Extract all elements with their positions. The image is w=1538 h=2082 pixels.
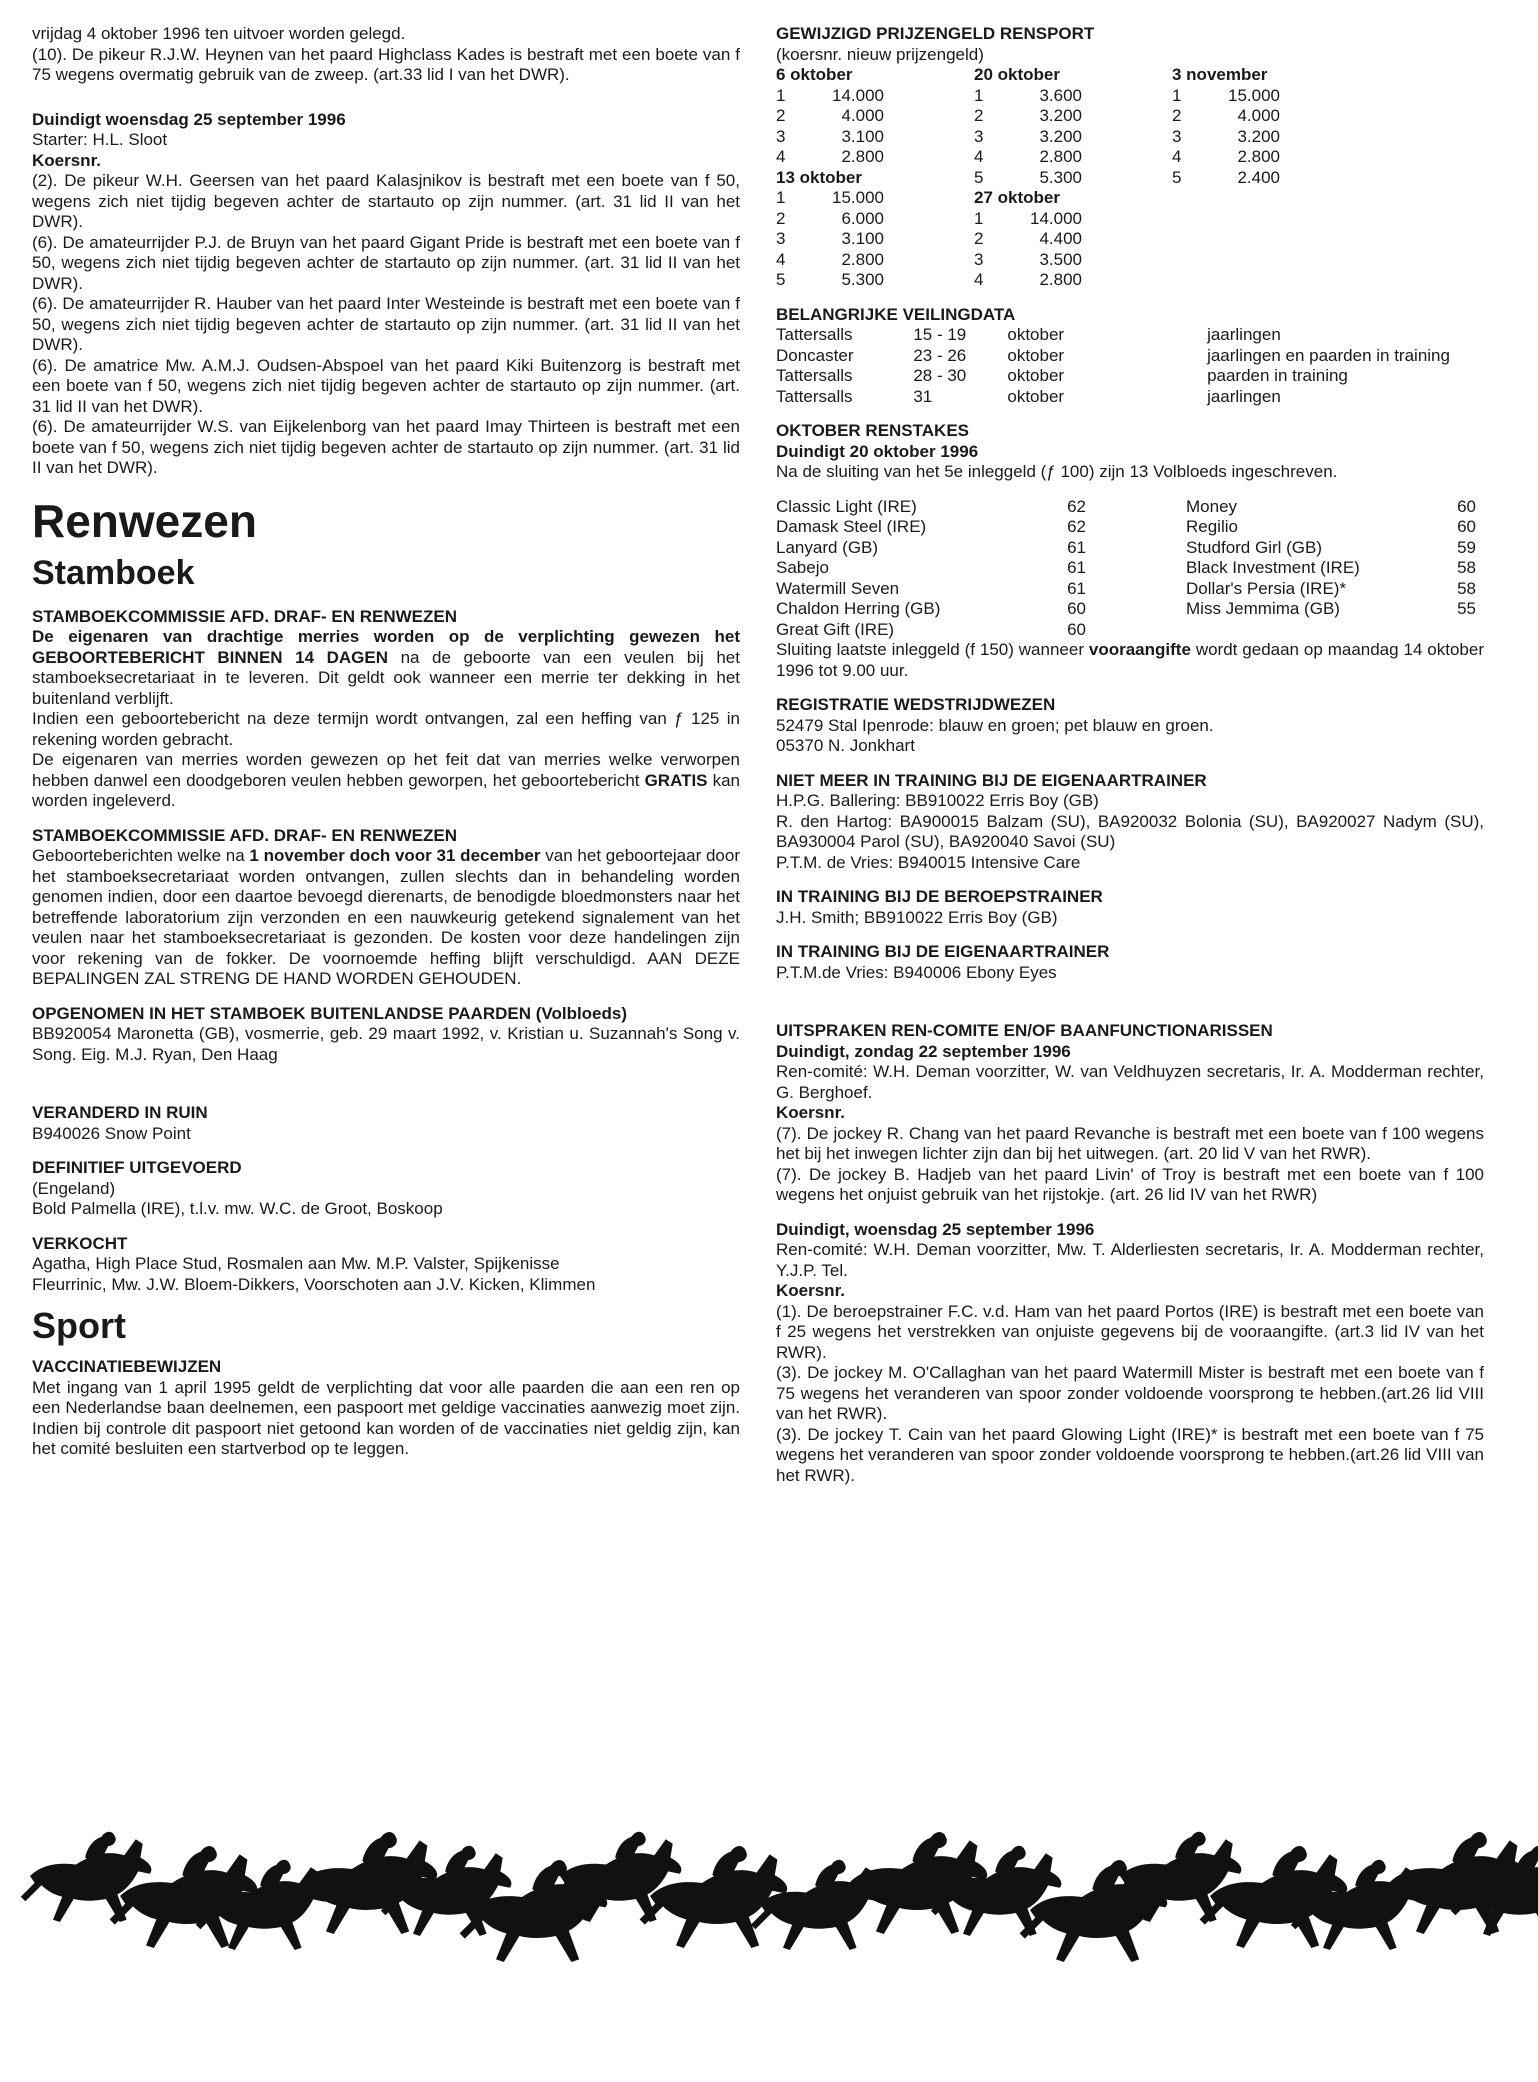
left-column: [32, 24, 740, 1460]
prize-date-heading: 20 oktober: [974, 65, 1060, 84]
prize-amount: 14.000: [832, 85, 884, 105]
paragraph: BB920054 Maronetta (GB), vosmerrie, geb. 29 maart 1992, v. Kristian u. Suzannah's Song v. Song. Eig. M.J. Ryan, Den Haag: [32, 1024, 740, 1064]
prize-race-number: [1172, 229, 1200, 250]
prize-row: [776, 168, 1370, 189]
subheading: Duindigt, woensdag 25 september 1996: [776, 1219, 1095, 1239]
horse-name: Great Gift (IRE): [776, 619, 895, 639]
prize-race-number: 5: [1172, 167, 1182, 187]
prize-amount: 6.000: [841, 208, 884, 228]
auction-house: Doncaster: [776, 345, 854, 365]
prize-race-number: [1172, 188, 1200, 209]
koersnr-label: Koersnr.: [776, 1103, 845, 1122]
stakes-row: [776, 497, 1476, 518]
penalty-item: (6). De amateurrijder W.S. van Eijkelenborg van het paard Imay Thirteen is bestraft met een boete van f 50, wegens zich niet tijdig begeven achter de startauto op zijn nummer. (art. 31 lid II van het DWR).: [32, 417, 740, 477]
section-heading: GEWIJZIGD PRIJZENGELD RENSPORT: [776, 24, 1095, 43]
penalty-item: (3). De jockey M. O'Callaghan van het paard Watermill Mister is bestraft met een boete van f 75 wegens het veranderen van spoor zonder voldoende voorsprong te hebben.(art.26 lid VIII van het RWR).: [776, 1363, 1484, 1423]
auction-month: oktober: [1007, 366, 1065, 385]
bold-word: vooraangifte: [1088, 640, 1191, 659]
penalty-item: (1). De beroepstrainer F.C. v.d. Ham van het paard Portos (IRE) is bestraft met een boete van f 25 wegens het verstrekken van onjuiste gegevens bij de vooraangifte. (art.3 lid IV van het RWR).: [776, 1301, 1484, 1362]
prize-amount: [1200, 270, 1370, 291]
intro-item: (10). De pikeur R.J.W. Heynen van het paard Highclass Kades is bestraft met een boete van f 75 wegens overmatig gebruik van de zweep. (art.33 lid I van het DWR).: [32, 44, 740, 84]
prize-race-number: 1: [776, 188, 786, 207]
stakes-row: [776, 599, 1476, 620]
penalty-item: (7). De jockey R. Chang van het paard Revanche is bestraft met een boete van f 100 wegens het bij het inwegen lichter zijn dan bij het uitwegen. (art. 20 lid V van het RWR).: [776, 1123, 1484, 1163]
paragraph-text: Sluiting laatste inleggeld (f 150) wanneer: [776, 640, 1089, 659]
prize-race-number: 2: [776, 106, 786, 125]
horse-weight: 60: [1457, 496, 1476, 516]
stakes-row: [776, 620, 1476, 641]
section-heading: STAMBOEKCOMMISSIE AFD. DRAF- EN RENWEZEN: [32, 825, 457, 845]
auction-row: [776, 346, 1484, 367]
penalty-item: (3). De jockey T. Cain van het paard Glowing Light (IRE)* is bestraft met een boete van f 75 wegens het veranderen van spoor zonder voldoende voorsprong te hebben.(art.26 lid VIII van het RWR).: [776, 1424, 1484, 1485]
prize-race-number: 1: [1172, 85, 1182, 105]
prize-race-number: 4: [776, 249, 786, 269]
intro-line: vrijdag 4 oktober 1996 ten uitvoer worden gelegd.: [32, 24, 406, 43]
subheading: Duindigt 20 oktober 1996: [776, 441, 979, 461]
penalty-item: (7). De jockey B. Hadjeb van het paard Livin' of Troy is bestraft met een boete van f 100 wegens het onjuist gebruik van het rijstokje. (art. 26 lid IV van het RWR): [776, 1164, 1484, 1204]
bold-dates: 1 november doch voor 31 december: [249, 846, 541, 865]
paragraph: Ren-comité: W.H. Deman voorzitter, Mw. T. Alderliesten secretaris, Ir. A. Modderman rechter, Y.J.P. Tel.: [776, 1240, 1484, 1280]
penalty-item: (6). De amateurrijder R. Hauber van het paard Inter Westeinde is bestraft met een boete van f 50, wegens zich niet tijdig begeven achter de startauto op zijn nummer. (art. 31 lid II van het DWR).: [32, 294, 740, 354]
prize-amount: 3.600: [1039, 85, 1082, 105]
starter-line: Starter: H.L. Sloot: [32, 130, 168, 149]
horse-name: Classic Light (IRE): [776, 496, 917, 516]
prize-row: [776, 209, 1370, 230]
prize-amount: 2.400: [1237, 167, 1280, 187]
paragraph: [32, 846, 740, 990]
prize-row: [776, 270, 1370, 291]
auction-house: Tattersalls: [776, 386, 853, 406]
paragraph-text: Geboorteberichten welke na: [32, 846, 250, 865]
prize-race-number: [1172, 250, 1200, 271]
prize-amount: 4.000: [841, 106, 884, 125]
section-heading: VERKOCHT: [32, 1233, 128, 1253]
horse-name: Watermill Seven: [776, 578, 900, 598]
prize-race-number: 1: [776, 85, 786, 105]
section-heading: NIET MEER IN TRAINING BIJ DE EIGENAARTRAINER: [776, 770, 1207, 790]
paragraph: Bold Palmella (IRE), t.l.v. mw. W.C. de Groot, Boskoop: [32, 1199, 443, 1218]
auction-type: jaarlingen: [1207, 386, 1281, 406]
prize-race-number: 2: [974, 229, 984, 248]
prize-race-number: [1172, 270, 1200, 291]
paragraph: B940026 Snow Point: [32, 1123, 191, 1143]
horse-weight: 55: [1457, 599, 1476, 618]
horse-icon: [21, 1832, 152, 1922]
prize-race-number: 3: [974, 249, 984, 269]
paragraph: H.P.G. Ballering: BB910022 Erris Boy (GB): [776, 791, 1099, 810]
paragraph: 05370 N. Jonkhart: [776, 736, 915, 755]
penalty-item: (6). De amateurrijder P.J. de Bruyn van het paard Gigant Pride is bestraft met een boete van f 50, wegens zich niet tijdig begeven achter de startauto op zijn nummer. (art. 31 lid II van het DWR).: [32, 232, 740, 293]
galloping-horses-frieze-icon: [0, 1720, 1538, 1970]
paragraph-text: wordt gedaan op maandag 14 oktober 1996 tot 9.00 uur.: [776, 640, 1484, 680]
prize-race-number: 4: [1172, 147, 1182, 166]
prize-amount: 5.300: [841, 270, 884, 289]
section-heading: REGISTRATIE WEDSTRIJDWEZEN: [776, 695, 1056, 714]
paragraph: 52479 Stal Ipenrode: blauw en groen; pet blauw en groen.: [776, 715, 1214, 735]
prize-race-number: 2: [1172, 106, 1182, 125]
section-heading: VERANDERD IN RUIN: [32, 1103, 208, 1122]
horse-weight: 60: [1067, 599, 1086, 618]
prize-race-number: 4: [974, 270, 984, 289]
paragraph: Indien een geboortebericht na deze termijn wordt ontvangen, zal een heffing van ƒ 125 in rekening worden gebracht.: [32, 709, 740, 749]
prize-amount: 4.000: [1237, 106, 1280, 125]
prize-amount: 15.000: [1228, 85, 1280, 105]
stamboek-heading: Stamboek: [32, 553, 195, 592]
auction-month: oktober: [1007, 325, 1065, 344]
paragraph: P.T.M. de Vries: B940015 Intensive Care: [776, 852, 1081, 872]
bold-word: GRATIS: [644, 770, 708, 790]
prize-row: [776, 147, 1370, 168]
penalty-item: (6). De amatrice Mw. A.M.J. Oudsen-Abspoel van het paard Kiki Buitenzorg is bestraft met een boete van f 50, wegens zich niet tijdig begeven achter de startauto op zijn nummer. (art. 31 lid II van het DWR).: [32, 355, 740, 416]
paragraph: (Engeland): [32, 1178, 116, 1198]
prize-amount: 2.800: [1039, 147, 1082, 166]
horse-name: Miss Jemmima (GB): [1186, 599, 1340, 618]
prize-amount: 3.500: [1039, 249, 1082, 269]
paragraph: J.H. Smith; BB910022 Erris Boy (GB): [776, 907, 1058, 927]
auction-house: Tattersalls: [776, 366, 853, 385]
prize-amount: 2.800: [841, 147, 884, 166]
paragraph: Fleurrinic, Mw. J.W. Bloem-Dikkers, Voorschoten aan J.V. Kicken, Klimmen: [32, 1274, 596, 1294]
horse-weight: 62: [1067, 496, 1086, 516]
prize-amount: 2.800: [1237, 147, 1280, 166]
horse-weight: 58: [1457, 558, 1476, 577]
prize-race-number: [1172, 209, 1200, 230]
paragraph-text: na de geboorte van een veulen bij het stamboeksecretariaat in te leveren. Dit geldt ook wanneer een merrie ter dekking in het buitenland verblijft.: [32, 647, 740, 708]
prize-amount: [1200, 188, 1370, 209]
horse-name: Dollar's Persia (IRE)*: [1186, 578, 1347, 598]
right-column: [776, 24, 1484, 1486]
prize-race-number: 2: [776, 208, 786, 228]
renwezen-heading: Renwezen: [32, 494, 257, 547]
prize-amount: 3.200: [1237, 126, 1280, 146]
auction-month: oktober: [1007, 345, 1065, 365]
paragraph-text: kan worden ingeleverd.: [32, 770, 740, 810]
section-heading: UITSPRAKEN REN-COMITE EN/OF BAANFUNCTIONARISSEN: [776, 1021, 1273, 1040]
prize-row: [776, 106, 1370, 127]
section-heading: OPGENOMEN IN HET STAMBOEK BUITENLANDSE PAARDEN (Volbloeds): [32, 1003, 628, 1023]
paragraph: R. den Hartog: BA900015 Balzam (SU), BA920032 Bolonia (SU), BA920027 Nadym (SU), BA930004 Parol (SU), BA920040 Savoi (SU): [776, 811, 1484, 851]
section-heading: VACCINATIEBEWIJZEN: [32, 1357, 222, 1376]
prize-amount: 14.000: [1030, 208, 1082, 228]
prize-row: [776, 229, 1370, 250]
koersnr-label: Koersnr.: [776, 1281, 845, 1300]
prize-amount: 4.400: [1039, 229, 1082, 248]
paragraph: Met ingang van 1 april 1995 geldt de verplichting dat voor alle paarden die aan een ren op een Nederlandse baan deelnemen, een paspoort met geldige vaccinaties aanwezig moet zijn. Indien bij controle dit paspoort niet getoond kan worden of de vaccinaties niet geldig zijn, kan het comité besluiten een startverbod op te leggen.: [32, 1377, 740, 1458]
section-heading: STAMBOEKCOMMISSIE AFD. DRAF- EN RENWEZEN: [32, 606, 457, 626]
prize-row: [776, 127, 1370, 148]
prize-race-number: 3: [776, 229, 786, 248]
stakes-row: [776, 517, 1476, 538]
sport-heading: Sport: [32, 1305, 126, 1346]
paragraph: [776, 640, 1484, 681]
prize-date-heading: 3 november: [1172, 65, 1268, 84]
prize-amount: 2.800: [1039, 270, 1082, 289]
paragraph: [32, 627, 740, 709]
auction-dates: 23 - 26: [913, 345, 967, 365]
paragraph: [32, 750, 740, 812]
prize-race-number: 4: [776, 147, 786, 166]
horse-name: Regilio: [1186, 517, 1238, 536]
auction-house: Tattersalls: [776, 325, 853, 344]
auction-dates: 31: [913, 386, 933, 406]
prize-race-number: 5: [974, 167, 984, 187]
stakes-table: [776, 497, 1476, 641]
subheading: (koersnr. nieuw prijzengeld): [776, 44, 984, 64]
section-heading: IN TRAINING BIJ DE BEROEPSTRAINER: [776, 887, 1103, 906]
section-heading: OKTOBER RENSTAKES: [776, 421, 970, 440]
prize-race-number: 4: [974, 147, 984, 166]
horse-name: Money: [1186, 496, 1238, 516]
horse-weight: 58: [1457, 578, 1476, 598]
subheading: Duindigt, zondag 22 september 1996: [776, 1041, 1071, 1061]
prize-amount: 5.300: [1039, 167, 1082, 187]
auction-row: [776, 325, 1484, 346]
prize-race-number: 3: [776, 126, 786, 146]
prize-date-heading: 27 oktober: [974, 188, 1060, 207]
auction-month: oktober: [1007, 386, 1065, 406]
paragraph: P.T.M.de Vries: B940006 Ebony Eyes: [776, 962, 1057, 982]
section-heading: BELANGRIJKE VEILINGDATA: [776, 304, 1016, 324]
section-heading: IN TRAINING BIJ DE EIGENAARTRAINER: [776, 942, 1110, 961]
horse-weight: [1426, 620, 1476, 641]
prize-row: [776, 188, 1370, 209]
prize-row: [776, 65, 1370, 86]
prize-amount: 3.200: [1039, 106, 1082, 125]
horse-weight: 61: [1067, 578, 1086, 598]
horse-weight: 60: [1457, 517, 1476, 536]
prize-amount: [1200, 209, 1370, 230]
prize-table: [776, 65, 1370, 291]
stakes-row: [776, 538, 1476, 559]
auction-type: jaarlingen: [1207, 325, 1281, 344]
auction-table: [776, 325, 1484, 407]
auction-type: paarden in training: [1207, 366, 1348, 385]
prize-race-number: 5: [776, 270, 786, 289]
horse-weight: 59: [1457, 537, 1476, 557]
paragraph-text: van het geboortejaar door het stamboeksecretariaat worden ontvangen, zullen slechts dan in behandeling worden genomen indien, door een daartoe bevoegd dierenarts, de benodigde bloedmonsters naar het betreffende laboratorium zijn verzonden en een nauwkeurig getekend signalement van het veulen naar het stamboeksecretariaat is gezonden. De kosten voor deze handelingen zijn voor rekening van de fokker. De voornoemde heffing blijft verschuldigd. AAN DEZE BEPALINGEN ZAL STRENG DE HAND WORDEN GEHOUDEN.: [32, 846, 741, 988]
stakes-row: [776, 579, 1476, 600]
prize-race-number: 1: [974, 85, 984, 105]
stakes-row: [776, 558, 1476, 579]
prize-amount: 2.800: [841, 249, 884, 269]
prize-amount: 3.100: [841, 126, 884, 146]
horse-weight: 61: [1067, 558, 1086, 577]
prize-row: [776, 250, 1370, 271]
auction-row: [776, 366, 1484, 387]
horse-weight: 60: [1067, 619, 1086, 639]
horse-name: Chaldon Herring (GB): [776, 599, 941, 618]
horse-name: Black Investment (IRE): [1186, 558, 1360, 577]
prize-amount: 3.200: [1039, 126, 1082, 146]
auction-dates: 15 - 19: [913, 325, 967, 344]
auction-row: [776, 387, 1484, 408]
koersnr-label: Koersnr.: [32, 150, 101, 170]
prize-amount: 15.000: [832, 188, 884, 207]
horse-weight: 61: [1067, 537, 1086, 557]
horse-weight: 62: [1067, 517, 1086, 536]
prize-race-number: 2: [974, 106, 984, 125]
prize-amount: [1200, 250, 1370, 271]
prize-race-number: 3: [1172, 126, 1182, 146]
auction-dates: 28 - 30: [913, 366, 967, 385]
horse-name: Sabejo: [776, 558, 829, 577]
prize-amount: [1200, 229, 1370, 250]
penalty-item: (2). De pikeur W.H. Geersen van het paard Kalasjnikov is bestraft met een boete van f 50, wegens zich niet tijdig begeven achter de startauto op zijn nummer. (art. 31 lid II van het DWR).: [32, 171, 740, 231]
horse-name: Lanyard (GB): [776, 537, 879, 557]
prize-row: [776, 86, 1370, 107]
prize-date-heading: 6 oktober: [776, 65, 853, 84]
paragraph: Na de sluiting van het 5e inleggeld (ƒ 100) zijn 13 Volbloeds ingeschreven.: [776, 462, 1338, 481]
paragraph: Agatha, High Place Stud, Rosmalen aan Mw. M.P. Valster, Spijkenisse: [32, 1254, 560, 1273]
horse-name: Studford Girl (GB): [1186, 537, 1323, 557]
section-heading: DEFINITIEF UITGEVOERD: [32, 1158, 242, 1177]
horse-name: Damask Steel (IRE): [776, 517, 927, 536]
bold-notice: De eigenaren van drachtige merries worden op de verplichting gewezen het GEBOORTEBERICHT BINNEN 14 DAGEN: [32, 627, 740, 667]
prize-date-heading: 13 oktober: [776, 167, 862, 187]
prize-race-number: 1: [974, 208, 984, 228]
prize-amount: 3.100: [841, 229, 884, 248]
paragraph-text: De eigenaren van merries worden gewezen op het feit dat van merries welke verworpen hebben danwel een doodgeboren veulen hebben geworpen, het geboortebericht: [32, 750, 740, 790]
paragraph: Ren-comité: W.H. Deman voorzitter, W. van Veldhuyzen secretaris, Ir. A. Modderman rechter, G. Berghoef.: [776, 1062, 1484, 1102]
auction-type: jaarlingen en paarden in training: [1207, 345, 1450, 365]
section-heading: Duindigt woensdag 25 september 1996: [32, 109, 346, 129]
horse-name: [1186, 620, 1426, 641]
prize-race-number: 3: [974, 126, 984, 146]
